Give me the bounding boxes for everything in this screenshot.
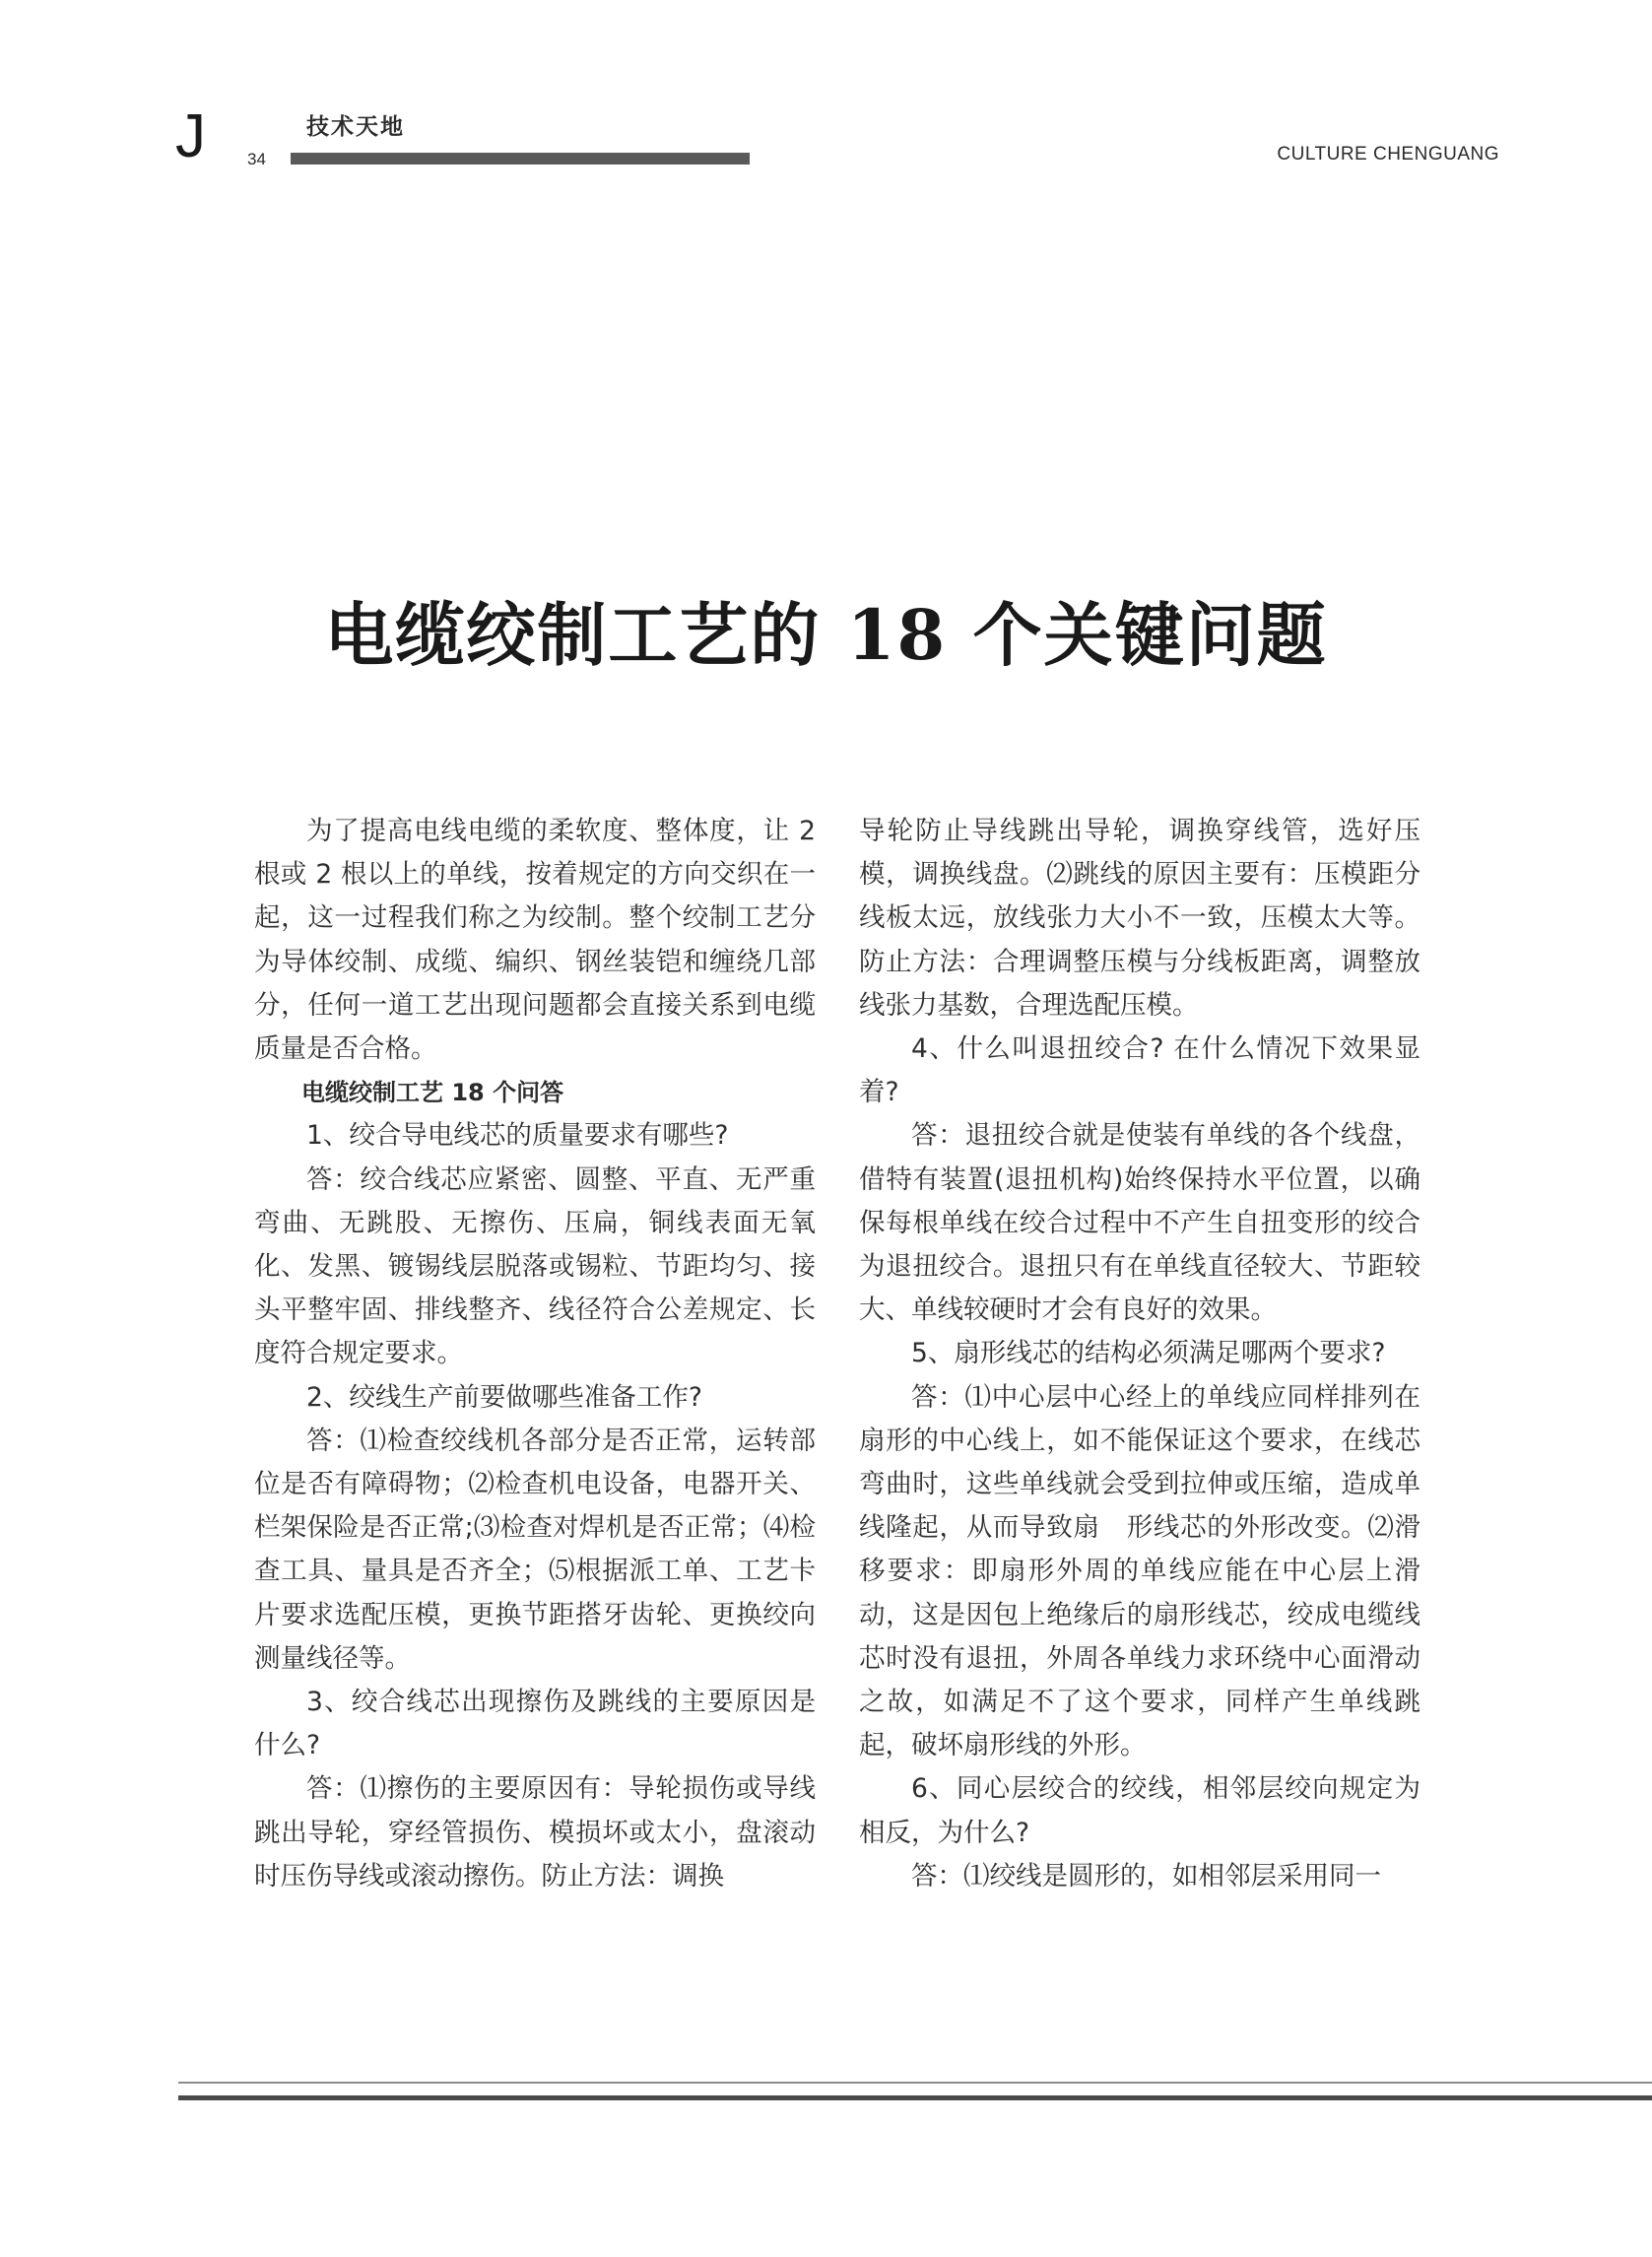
left-column (254, 810, 816, 1898)
answer-1: 答：绞合线芯应紧密、圆整、平直、无严重弯曲、无跳股、无擦伤、压扁，铜线表面无氧化、发黑、镀锡线层脱落或锡粒、节距均匀、接头平整牢固、排线整齐、线径符合公差规定、长度符合规定要求。 (254, 1163, 816, 1369)
question-3: 3、绞合线芯出现擦伤及跳线的主要原因是什么? (254, 1687, 816, 1761)
answer-3-part-1: 答：⑴擦伤的主要原因有：导轮损伤或导线跳出导轮，穿经管损伤、模损坏或太小，盘滚动时压伤导线或滚动擦伤。防止方法：调换 (254, 1773, 816, 1892)
question-1: 1、绞合导电线芯的质量要求有哪些? (306, 1120, 729, 1152)
header-bar (291, 153, 750, 165)
right-column (859, 810, 1421, 1898)
page-number: 34 (247, 150, 266, 168)
answer-5: 答：⑴中心层中心经上的单线应同样排列在扇形的中心线上，如不能保证这个要求，在线芯弯曲时，这些单线就会受到拉伸或压缩，造成单线隆起，从而导致扇 形线芯的外形改变。⑵滑移要求：即扇形外周的单线应能在中心层上滑动，这是因包上绝缘后的扇形线芯，绞成电缆线芯时没有退扭，外周各单线力求环绕中心面滑动之故，如满足不了这个要求，同样产生单线跳起，破坏扇形线的外形。 (859, 1381, 1421, 1761)
question-5: 5、扇形线芯的结构必须满足哪两个要求? (911, 1338, 1386, 1369)
answer-3-part-2: 导轮防止导线跳出导轮，调换穿线管，选好压模，调换线盘。⑵跳线的原因主要有：压模距分线板太远，放线张力大小不一致，压模太大等。防止方法：合理调整压模与分线板距离，调整放线张力基数，合理选配压模。 (859, 816, 1421, 1021)
answer-6-part-1: 答：⑴绞线是圆形的，如相邻层采用同一 (911, 1860, 1381, 1892)
question-4: 4、什么叫退扭绞合? 在什么情况下效果显着? (859, 1033, 1421, 1108)
section-title: 技术天地 (306, 114, 405, 140)
answer-2: 答：⑴检查绞线机各部分是否正常，运转部位是否有障碍物；⑵检查机电设备，电器开关、栏架保险是否正常;⑶检查对焊机是否正常；⑷检查工具、量具是否齐全；⑸根据派工单、工艺卡片要求选配压模，更换节距搭牙齿轮、更换绞向测量线径等。 (254, 1425, 816, 1674)
footer-rule-thick (178, 2095, 1652, 2100)
qa-subheading: 电缆绞制工艺 18 个问答 (301, 1079, 564, 1107)
answer-4: 答：退扭绞合就是使装有单线的各个线盘，借特有装置(退扭机构)始终保持水平位置，以确保每根单线在绞合过程中不产生自扭变形的绞合为退扭绞合。退扭只有在单线直径较大、节距较大、单线较硬时才会有良好的效果。 (859, 1120, 1421, 1326)
footer-rule-thin (178, 2082, 1652, 2084)
magazine-brand: CULTURE CHENGUANG (1277, 144, 1499, 165)
question-6: 6、同心层绞合的绞线，相邻层绞向规定为相反，为什么? (859, 1773, 1421, 1848)
article-title: 电缆绞制工艺的 18 个关键问题 (324, 593, 1328, 676)
question-2: 2、绞线生产前要做哪些准备工作? (306, 1381, 702, 1413)
intro-paragraph: 为了提高电线电缆的柔软度、整体度，让 2 根或 2 根以上的单线，按着规定的方向交织在一起，这一过程我们称之为绞制。整个绞制工艺分为导体绞制、成缆、编织、钢丝装铠和缠绕几部分，任何一道工艺出现问题都会直接关系到电缆质量是否合格。 (254, 816, 816, 1065)
header-letter: J (175, 102, 206, 170)
